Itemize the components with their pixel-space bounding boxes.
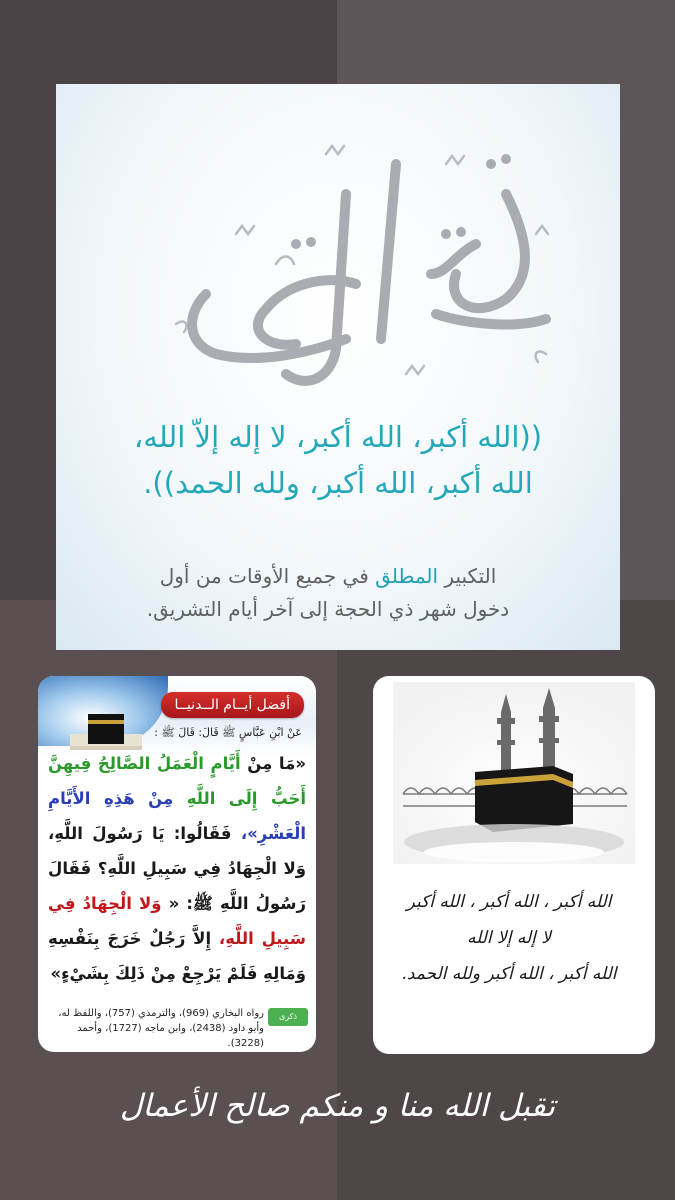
handwriting-line: الله أكبر ، الله أكبر ، الله أكبر [406,892,612,912]
kaaba-card [373,676,655,1054]
takbir-image-card [56,84,620,650]
calligraphy-logo [146,124,566,424]
source-text: رواه البخاري (969)، والترمذي (757)، واللفظ له، وأبو داود (2438)، وابن ماجه (1727)، وأحمد (3228). [58,1008,264,1049]
kaaba-illustration [393,682,635,864]
publisher-logo: ذكرى للمؤمنين [268,1008,308,1026]
takbir-text [76,414,600,506]
hadith-segment: أَيَّامٍ [210,754,241,773]
hadith-segment: إِلَى اللَّهِ [186,789,258,808]
hadith-text [48,746,306,991]
hadith-title-badge: أفضل أيــام الــدنيــا [161,692,304,718]
description-line [76,560,580,593]
description-word: في جميع الأوقات من أول [159,564,369,588]
hadith-segment: فَقَالُوا: يَا رَسُولَ اللَّهِ، وَلا الْجِهَادُ فِي سَبِيلِ اللَّهِ؟ فَقَالَ رَسُولُ اللَّهِ ﷺ: « [48,824,307,913]
description-highlight: المطلق [375,564,439,588]
footer-greeting: تقبل الله منا و منكم صالح الأعمال [119,1088,556,1124]
hadith-segment: إِلاَّ رَجُلٌ خَرَجَ بِنَفْسِهِ وَمَالِهِ فَلَمْ يَرْجِعْ مِنْ ذَلِكَ بِشَيْءٍ» [48,929,306,983]
hadith-segment: وَلا الْجِهَادُ فِي سَبِيلِ اللَّهِ، [48,894,307,948]
takbir-handwriting [381,884,637,992]
handwriting-line: الله أكبر ، الله أكبر ولله الحمد. [401,964,617,984]
handwriting-line: لا إله إلا الله [467,928,551,948]
description-word: التكبير [444,564,497,588]
hadith-card [38,676,316,1052]
narrator-text: عَنْ ابْنِ عَبَّاسٍ ﷺ قَالَ: قَالَ ﷺ : [154,726,302,739]
takbir-description [76,560,580,626]
hadith-segment: الْعَمَلُ الصَّالِحُ فِيهِنَّ أَحَبُّ [48,754,306,808]
hadith-segment: مِنْ هَذِهِ الأَيَّامِ الْعَشْرِ»، [48,789,306,843]
takbir-line: ((الله أكبر، الله أكبر، لا إله إلاّ الله، [133,420,543,454]
takbir-line: الله أكبر، الله أكبر، ولله الحمد)). [143,466,533,500]
hadith-segment: «مَا مِنْ [247,754,306,773]
description-line: دخول شهر ذي الحجة إلى آخر أيام التشريق. [146,597,510,621]
hadith-source [46,1006,308,1049]
